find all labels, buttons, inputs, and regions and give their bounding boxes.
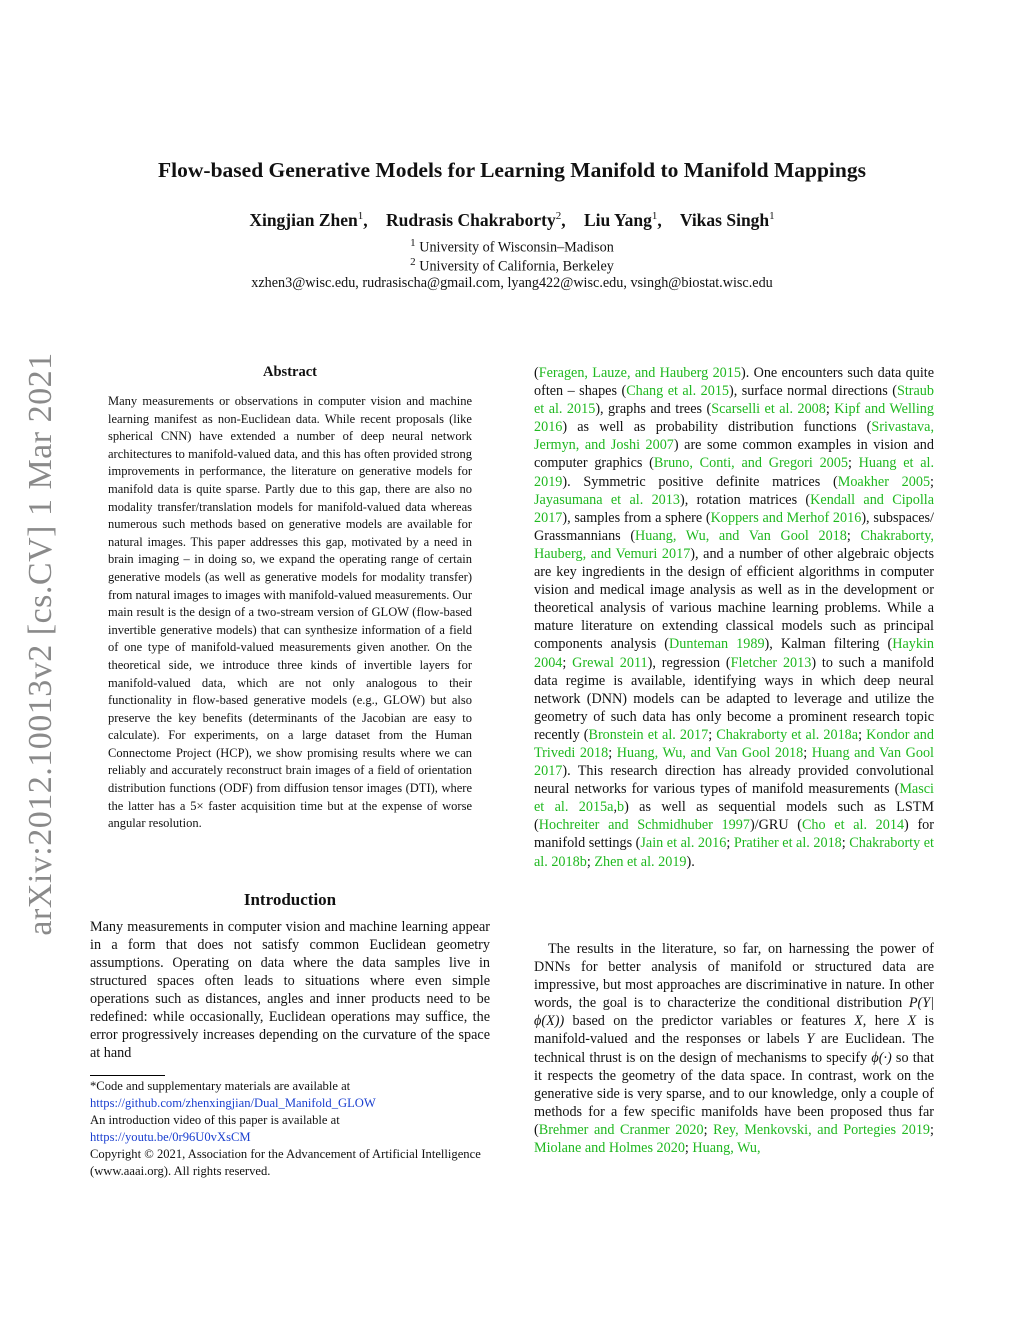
paper-title: Flow-based Generative Models for Learning Manifold to Manifold Mappings: [158, 158, 866, 182]
right-column-paragraph-2: The results in the literature, so far, on harnessing the power of DNNs for better analysis of manifold or structured data are impressive, but most approaches are discriminative in nature. In other words, the goal is to characterize the conditional distribution P(Y|ϕ(X)) based on the predictor variables or features X, here X is manifold-valued and the responses or labels Y are Euclidean. The technical thrust is on the design of mechanisms to specify ϕ(·) so that it respects the geometry of the data space. In contrast, work on the generative side is very sparse, and to our knowledge, only a couple of methods for a few specific manifolds have been proposed thus far (Brehmer and Cranmer 2020; Rey, Menkovski, and Portegies 2019; Miolane and Holmes 2020; Huang, Wu,: [534, 941, 935, 1157]
affiliation: [0, 237, 1024, 257]
affiliation-name: University of California, Berkeley: [419, 258, 614, 275]
abstract-text: Many measurements or observations in computer vision and machine learning manifest as non-Euclidean data. While recent proposals (like spherical CNN) have extended a number of deep neural network architectures to manifold-valued data, and this has often provided strong improvements in performance, the literature on generative models for manifold data is quite sparse. Partly due to this gap, there are also no modality transfer/translation models for manifold-valued data whereas numerous such methods based on generative models are available for natural images. This paper addresses this gap, motivated by a need in brain imaging – in doing so, we expand the operating range of certain generative models (as well as generative models for modality transfer) from natural images to images with manifold-valued measurements. Our main result is the design of a two-stream version of GLOW (flow-based invertible generative models) that can synthesize information of a field of one type of manifold-valued measurements given another. On the theoretical side, we introduce three kinds of invertible layers for manifold-valued data, which are not only analogous to their functionality in flow-based generative models (e.g., GLOW) but also preserve the key benefits (determinants of the Jacobian are easy to calculate). For experiments, on a large dataset from the Human Connectome Project (HCP), we show promising results where we can reliably and accurately reconstruct brain images of a field of orientation distribution functions (ODF) from diffusion tensor images (DTI), where the latter has a 5× faster acquisition time but at the expense of worse angular resolution.: [108, 394, 472, 831]
citation-link[interactable]: b: [616, 799, 625, 816]
author-affiliation-marker: 1: [651, 210, 658, 223]
citation-link[interactable]: Koppers and Merhof 2016: [710, 509, 862, 526]
citation-link[interactable]: Bruno, Conti, and Gregori 2005: [653, 455, 848, 472]
author-name: Rudrasis Chakraborty: [386, 210, 556, 230]
citation-link[interactable]: Bronstein et al. 2017: [588, 726, 709, 743]
introduction-text: Many measurements in computer vision and machine learning appear in a form that does not satisfy common Euclidean geometry assumptions. Operating on data where the data samples live in structured spaces often leads to situations where even simple operations such as distances, angles and inner products need to be redefined: while occasionally, Euclidean operations may suffice, the error progressively increases depending on the curvature of the space at hand: [90, 919, 490, 1061]
citation-link[interactable]: Huang, Wu,: [692, 1140, 761, 1157]
author-affiliation-marker: 1: [357, 210, 364, 223]
citation-link[interactable]: Fletcher 2013: [730, 654, 812, 671]
citation-link[interactable]: Grewal 2011: [572, 654, 648, 671]
abstract-heading: Abstract: [263, 364, 317, 380]
affiliation-name: University of Wisconsin–Madison: [419, 239, 614, 256]
citation-link[interactable]: Kipf and Welling 2016: [534, 401, 934, 436]
author-name: Vikas Singh: [679, 210, 770, 230]
citation-link[interactable]: Zhen et al. 2019: [594, 853, 687, 870]
citation-link[interactable]: Brehmer and Cranmer 2020: [538, 1121, 704, 1138]
citation-link[interactable]: Cho et al. 2014: [801, 817, 905, 834]
math-expression: ϕ(·): [871, 1049, 892, 1066]
citation-link[interactable]: Jayasumana et al. 2013: [534, 491, 680, 508]
author-name: Xingjian Zhen: [249, 210, 358, 230]
math-expression: X: [854, 1013, 863, 1030]
author-affiliation-marker: 2: [555, 210, 562, 223]
citation-link[interactable]: Rey, Menkovski, and Portegies 2019: [713, 1121, 931, 1138]
citation-link[interactable]: Huang et al. 2019: [534, 455, 935, 490]
footnote-code-note: *Code and supplementary materials are available at: [90, 1079, 351, 1093]
citation-link[interactable]: Scarselli et al. 2008: [711, 401, 826, 418]
citation-link[interactable]: Straub et al. 2015: [534, 383, 934, 418]
video-link[interactable]: https://youtu.be/0r96U0vXsCM: [90, 1130, 251, 1144]
footnote: [90, 1078, 500, 1180]
affiliation: [0, 256, 1024, 276]
right-column-paragraph-1: (Feragen, Lauze, and Hauberg 2015). One encounters such data quite often – shapes (Chang et al. 2015), surface normal directions (Straub et al. 2015), graphs and trees (Scarselli et al. 2008; Kipf and Welling 2016) as well as probability distribution functions (Srivastava, Jermyn, and Joshi 2007) are some common examples in vision and computer graphics (Bruno, Conti, and Gregori 2005; Huang et al. 2019). Symmetric positive definite matrices (Moakher 2005; Jayasumana et al. 2013), rotation matrices (Kendall and Cipolla 2017), samples from a sphere (Koppers and Merhof 2016), subspaces/ Grassmannians (Huang, Wu, and Van Gool 2018; Chakraborty, Hauberg, and Vemuri 2017), and a number of other algebraic objects are key ingredients in the design of efficient algorithms in computer vision and medical image analysis as well as in the development or theoretical analysis of various machine learning problems. While a mature literature on extending classical models such as principal components analysis (Dunteman 1989), Kalman filtering (Haykin 2004; Grewal 2011), regression (Fletcher 2013) to such a manifold data regime is available, identifying ways in which deep neural network (DNN) models can be adapted to leverage and utilize the geometry of such data has only become a prominent research topic recently (Bronstein et al. 2017; Chakraborty et al. 2018a; Kondor and Trivedi 2018; Huang, Wu, and Van Gool 2018; Huang and Van Gool 2017). This research direction has already provided convolutional neural networks for various types of manifold measurements (Masci et al. 2015a,b) as well as sequential models such as LSTM (Hochreiter and Schmidhuber 1997)/GRU (Cho et al. 2014) for manifold settings (Jain et al. 2016; Pratiher et al. 2018; Chakraborty et al. 2018b; Zhen et al. 2019).: [534, 365, 935, 870]
citation-link[interactable]: Miolane and Holmes 2020: [534, 1140, 685, 1157]
author-name: Liu Yang: [583, 210, 652, 230]
citation-link[interactable]: Moakher 2005: [837, 473, 931, 490]
github-link[interactable]: https://github.com/zhenxingjian/Dual_Manifold_GLOW: [90, 1096, 376, 1110]
citation-link[interactable]: Dunteman 1989: [669, 636, 765, 653]
citation-link[interactable]: Huang, Wu, and Van Gool 2018: [616, 744, 804, 761]
citation-link[interactable]: Chakraborty et al. 2018b: [534, 835, 934, 870]
citation-link[interactable]: Pratiher et al. 2018: [733, 835, 842, 852]
citation-link[interactable]: Huang and Van Gool 2017: [534, 744, 934, 780]
author-list: Xingjian Zhen$^1$, Rudrasis Chakraborty$^2$, Liu Yang$^1$, Vikas Singh$^1$: [249, 210, 775, 230]
citation-link[interactable]: Jain et al. 2016: [640, 835, 727, 852]
citation-link[interactable]: Chakraborty et al. 2018a: [716, 726, 859, 743]
citation-link[interactable]: Chang et al. 2015: [626, 383, 730, 400]
citation-link[interactable]: Srivastava, Jermyn, and Joshi 2007: [534, 419, 934, 454]
affiliation-number: 2: [410, 256, 416, 268]
affiliation-number: 1: [410, 237, 416, 249]
arxiv-stamp: arXiv:2012.10013v2 [cs.CV] 1 Mar 2021: [22, 352, 59, 936]
introduction-heading: Introduction: [243, 890, 337, 909]
footnote-rule: [90, 1075, 165, 1076]
citation-link[interactable]: Hochreiter and Schmidhuber 1997: [538, 817, 750, 834]
citation-link[interactable]: Chakraborty, Hauberg, and Vemuri 2017: [534, 527, 934, 562]
math-expression: Y: [806, 1031, 815, 1048]
author-affiliation-marker: 1: [769, 210, 775, 223]
copyright-notice: Copyright © 2021, Association for the Advancement of Artificial Intelligence (www.aaai.org). All rights reserved.: [90, 1147, 481, 1178]
citation-link[interactable]: Huang, Wu, and Van Gool 2018: [635, 527, 847, 544]
citation-link[interactable]: Kondor and Trivedi 2018: [534, 726, 934, 761]
footnote-video-note: An introduction video of this paper is available at: [90, 1113, 340, 1127]
math-expression: P(Y|ϕ(X)): [534, 995, 934, 1030]
citation-link[interactable]: Haykin 2004: [534, 636, 934, 671]
citation-link[interactable]: Masci et al. 2015a: [534, 781, 934, 816]
citation-link[interactable]: Kendall and Cipolla 2017: [534, 491, 935, 526]
citation-link[interactable]: Feragen, Lauze, and Hauberg 2015: [538, 365, 741, 381]
author-emails: xzhen3@wisc.edu, rudrasischa@gmail.com, lyang422@wisc.edu, vsingh@biostat.wisc.edu: [251, 275, 773, 291]
math-expression: X: [907, 1013, 917, 1030]
